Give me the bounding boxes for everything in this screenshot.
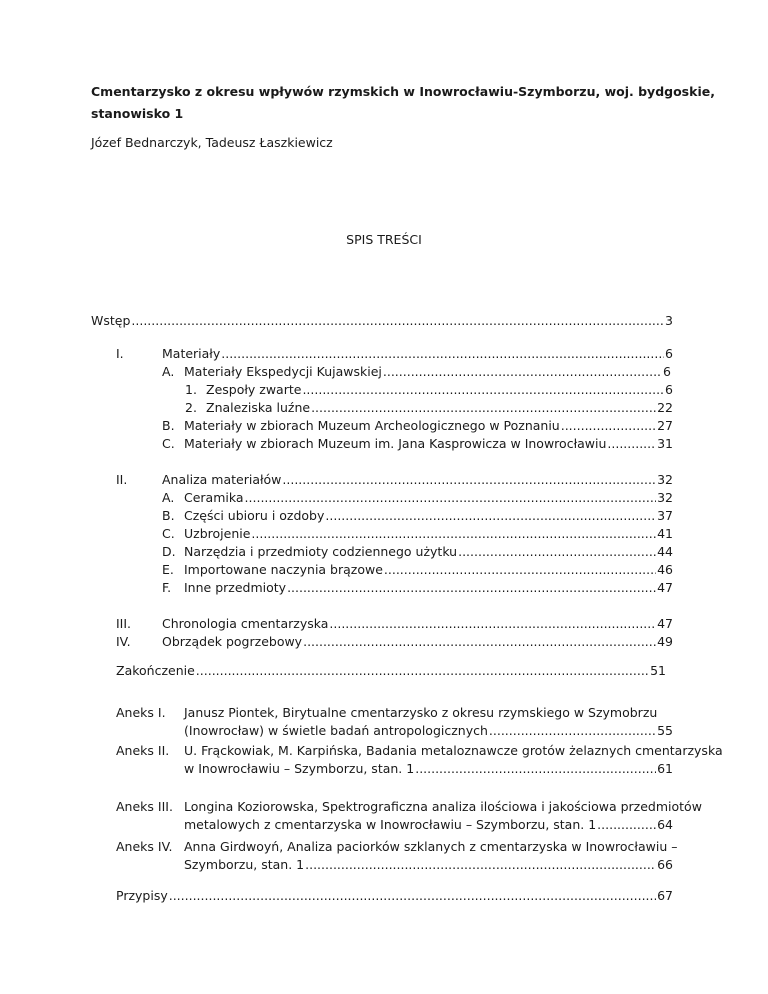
annex-title-line: Janusz Piontek, Birytualne cmentarzysko z okresu rzymskiego w Szymobrzu: [184, 705, 658, 720]
toc-entry-page: 6: [665, 346, 673, 361]
toc-leader: [415, 760, 656, 778]
annex-title-line: Anna Girdwoyń, Analiza paciorków szklanych z cmentarzyska w Inowrocławiu –: [184, 839, 678, 854]
toc-entry-section[interactable]: [162, 633, 673, 651]
toc-entry-label: Narzędzia i przedmioty codziennego użytku: [184, 544, 458, 559]
subsection-number: A.: [162, 364, 175, 379]
toc-entry-subsection[interactable]: [184, 435, 673, 453]
subsection-number: D.: [162, 544, 176, 559]
toc-leader: [384, 561, 656, 579]
toc-entry-page: 47: [657, 580, 673, 595]
toc-entry-item[interactable]: [206, 381, 673, 399]
toc-entry-page: 27: [657, 418, 673, 433]
toc-entry-subsection[interactable]: [184, 579, 673, 597]
toc-entry-page: 32: [657, 472, 673, 487]
toc-leader: [287, 579, 656, 597]
subsection-number: C.: [162, 436, 175, 451]
toc-entry-label: Analiza materiałów: [162, 472, 282, 487]
title-line-2: stanowisko 1: [91, 106, 184, 121]
toc-leader: [383, 363, 662, 381]
toc-entry-page: 6: [663, 364, 671, 379]
toc-entry-annex[interactable]: [184, 722, 673, 740]
subsection-number: C.: [162, 526, 175, 541]
annex-number: Aneks II.: [116, 743, 170, 758]
toc-entry-label: Wstęp: [91, 313, 131, 328]
toc-leader: [303, 633, 656, 651]
toc-entry-label: Części ubioru i ozdoby: [184, 508, 325, 523]
toc-entry-label: w Inowrocławiu – Szymborzu, stan. 1: [184, 761, 415, 776]
toc-entry-label: Inne przedmioty: [184, 580, 287, 595]
toc-entry-page: 22: [657, 400, 673, 415]
toc-leader: [329, 615, 656, 633]
toc-entry-item[interactable]: [206, 399, 673, 417]
toc-entry-label: Zespoły zwarte: [206, 382, 302, 397]
toc-entry-page: 64: [657, 817, 673, 832]
toc-entry-page: 37: [657, 508, 673, 523]
toc-entry-label: metalowych z cmentarzyska w Inowrocławiu – Szymborzu, stan. 1: [184, 817, 597, 832]
toc-leader: [305, 856, 656, 874]
toc-entry-section[interactable]: [162, 471, 673, 489]
toc-entry-intro[interactable]: [91, 312, 673, 330]
item-number: 1.: [185, 382, 197, 397]
toc-entry-subsection[interactable]: [184, 363, 671, 381]
annex-number: Aneks IV.: [116, 839, 173, 854]
toc-entry-label: Materiały: [162, 346, 221, 361]
toc-entry-page: 31: [657, 436, 673, 451]
subsection-number: B.: [162, 508, 175, 523]
toc-leader: [607, 435, 656, 453]
toc-entry-page: 32: [657, 490, 673, 505]
toc-leader: [302, 381, 664, 399]
toc-entry-label: Obrządek pogrzebowy: [162, 634, 303, 649]
section-number: III.: [116, 616, 132, 631]
toc-entry-label: Importowane naczynia brązowe: [184, 562, 383, 577]
toc-leader: [245, 489, 657, 507]
toc-entry-page: 46: [657, 562, 673, 577]
subsection-number: A.: [162, 490, 175, 505]
annex-number: Aneks I.: [116, 705, 166, 720]
subsection-number: B.: [162, 418, 175, 433]
toc-leader: [458, 543, 656, 561]
toc-entry-page: 66: [657, 857, 673, 872]
toc-entry-page: 41: [657, 526, 673, 541]
toc-leader: [131, 312, 664, 330]
toc-entry-page: 55: [657, 723, 673, 738]
toc-leader: [489, 722, 656, 740]
toc-entry-section[interactable]: [162, 615, 673, 633]
toc-entry-subsection[interactable]: [184, 543, 673, 561]
toc-entry-page: 51: [650, 663, 666, 678]
toc-entry-conclusion[interactable]: [116, 662, 666, 680]
toc-entry-label: Materiały Ekspedycji Kujawskiej: [184, 364, 382, 379]
toc-entry-subsection[interactable]: [184, 507, 673, 525]
title-line-1: Cmentarzysko z okresu wpływów rzymskich w Inowrocławiu-Szymborzu, woj. bydgoskie,: [91, 84, 715, 99]
toc-entry-label: Szymborzu, stan. 1: [184, 857, 305, 872]
subsection-number: E.: [162, 562, 174, 577]
toc-entry-page: 67: [657, 888, 673, 903]
toc-entry-page: 6: [665, 382, 673, 397]
annex-title-line: U. Frąckowiak, M. Karpińska, Badania metaloznawcze grotów żelaznych cmentarzyska: [184, 743, 723, 758]
document-title: [91, 81, 715, 125]
section-number: IV.: [116, 634, 131, 649]
annex-title-line: Longina Koziorowska, Spektrograficzna analiza ilościowa i jakościowa przedmiotów: [184, 799, 702, 814]
toc-entry-page: 3: [665, 313, 673, 328]
toc-entry-label: Uzbrojenie: [184, 526, 251, 541]
toc-leader: [282, 471, 656, 489]
toc-entry-page: 44: [657, 544, 673, 559]
toc-leader: [325, 507, 656, 525]
toc-entry-label: Przypisy: [116, 888, 168, 903]
toc-leader: [196, 662, 649, 680]
toc-entry-label: Znaleziska luźne: [206, 400, 311, 415]
toc-entry-annex[interactable]: [184, 816, 673, 834]
toc-heading: SPIS TREŚCI: [346, 232, 422, 247]
toc-entry-page: 61: [657, 761, 673, 776]
toc-leader: [561, 417, 656, 435]
authors: Józef Bednarczyk, Tadeusz Łaszkiewicz: [91, 135, 333, 150]
toc-entry-label: Materiały w zbiorach Muzeum Archeologicznego w Poznaniu: [184, 418, 560, 433]
toc-leader: [169, 887, 656, 905]
toc-entry-label: Materiały w zbiorach Muzeum im. Jana Kasprowicza w Inowrocławiu: [184, 436, 607, 451]
toc-entry-subsection[interactable]: [184, 525, 673, 543]
toc-leader: [597, 816, 656, 834]
subsection-number: F.: [162, 580, 172, 595]
toc-entry-annex[interactable]: [184, 856, 673, 874]
toc-entry-subsection[interactable]: [184, 417, 673, 435]
toc-entry-annex[interactable]: [184, 760, 673, 778]
toc-entry-subsection[interactable]: [184, 489, 673, 507]
toc-leader: [251, 525, 656, 543]
section-number: II.: [116, 472, 128, 487]
toc-entry-label: Zakończenie: [116, 663, 195, 678]
toc-leader: [311, 399, 656, 417]
toc-entry-subsection[interactable]: [184, 561, 673, 579]
toc-entry-page: 49: [657, 634, 673, 649]
toc-entry-page: 47: [657, 616, 673, 631]
toc-entry-section[interactable]: [162, 345, 673, 363]
toc-leader: [221, 345, 664, 363]
toc-entry-label: Chronologia cmentarzyska: [162, 616, 329, 631]
toc-entry-label: (Inowrocław) w świetle badań antropologicznych: [184, 723, 488, 738]
toc-entry-label: Ceramika: [184, 490, 244, 505]
annex-number: Aneks III.: [116, 799, 173, 814]
toc-entry-footnotes[interactable]: [116, 887, 673, 905]
section-number: I.: [116, 346, 124, 361]
item-number: 2.: [185, 400, 197, 415]
